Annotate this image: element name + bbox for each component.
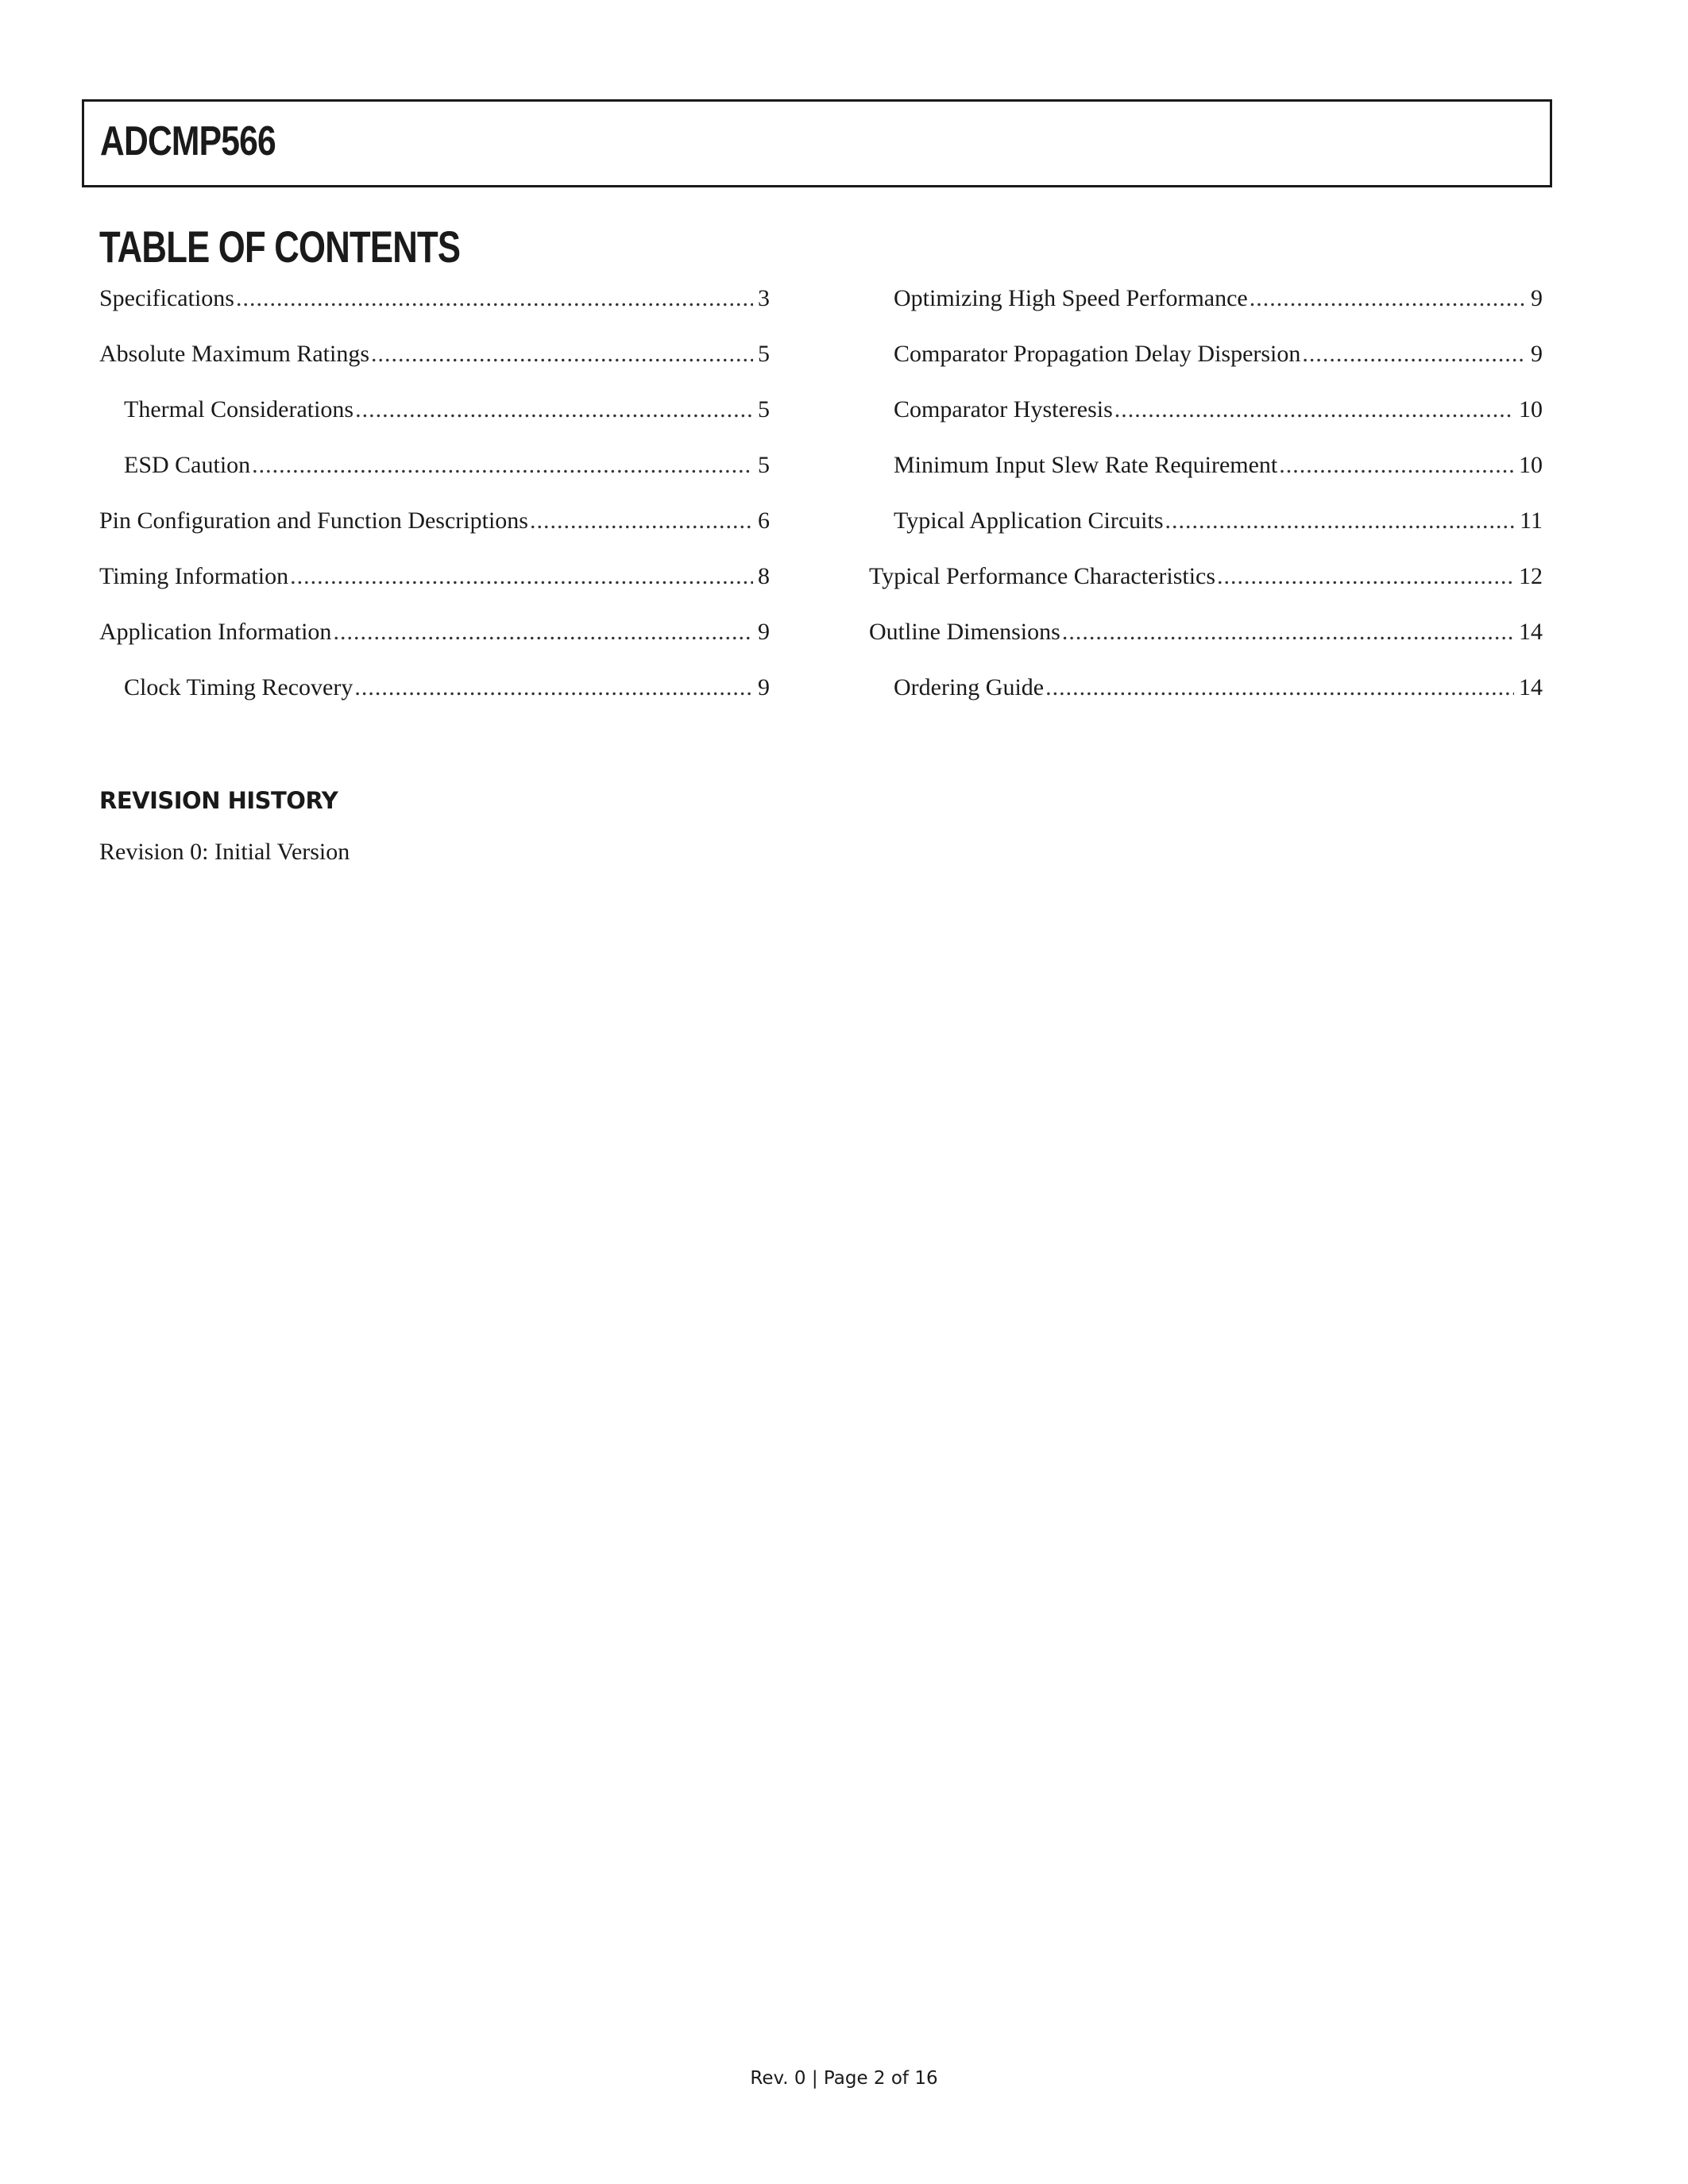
toc-left-column — [99, 283, 770, 727]
toc-dot-leader — [355, 394, 753, 426]
toc-entry-page: 5 — [758, 452, 770, 478]
toc-dot-leader — [1114, 394, 1514, 426]
page-footer: Rev. 0 | Page 2 of 16 — [750, 2068, 938, 2089]
toc-entry[interactable] — [869, 672, 1543, 727]
toc-entry-title: Comparator Hysteresis — [894, 396, 1113, 423]
revision-history-entry: Revision 0: Initial Version — [99, 839, 350, 865]
toc-entry[interactable] — [99, 672, 770, 727]
toc-dot-leader — [1045, 672, 1514, 704]
toc-dot-leader — [1165, 505, 1516, 537]
toc-entry-title: Minimum Input Slew Rate Requirement — [894, 452, 1278, 478]
toc-dot-leader — [1250, 283, 1526, 314]
toc-dot-leader — [1062, 616, 1514, 648]
toc-dot-leader — [1217, 561, 1514, 592]
toc-entry-page: 9 — [758, 619, 770, 645]
toc-entry-title: Application Information — [99, 619, 332, 645]
toc-entry[interactable] — [99, 394, 770, 450]
toc-entry-title: Optimizing High Speed Performance — [894, 285, 1248, 311]
toc-entry-page: 9 — [1531, 341, 1543, 367]
toc-entry-title: Clock Timing Recovery — [124, 674, 353, 700]
toc-entry-page: 14 — [1519, 674, 1543, 700]
toc-entry[interactable] — [869, 505, 1543, 561]
toc-entry[interactable] — [99, 338, 770, 394]
toc-entry-page: 9 — [758, 674, 770, 700]
toc-entry[interactable] — [99, 505, 770, 561]
toc-entry[interactable] — [869, 394, 1543, 450]
toc-entry[interactable] — [869, 561, 1543, 616]
toc-entry[interactable] — [869, 450, 1543, 505]
toc-entry-page: 12 — [1519, 563, 1543, 589]
toc-dot-leader — [333, 616, 753, 648]
toc-entry-title: Comparator Propagation Delay Dispersion — [894, 341, 1301, 367]
toc-entry-title: Typical Performance Characteristics — [869, 563, 1216, 589]
toc-entry[interactable] — [869, 283, 1543, 338]
toc-entry-title: Outline Dimensions — [869, 619, 1060, 645]
toc-entry-title: Thermal Considerations — [124, 396, 354, 423]
toc-entry-title: Ordering Guide — [894, 674, 1045, 700]
toc-dot-leader — [1279, 450, 1514, 481]
toc-entry-title: Typical Application Circuits — [894, 507, 1164, 534]
toc-dot-leader — [530, 505, 753, 537]
toc-dot-leader — [371, 338, 753, 370]
toc-heading: TABLE OF CONTENTS — [99, 222, 461, 272]
toc-entry[interactable] — [99, 283, 770, 338]
toc-entry-page: 11 — [1520, 507, 1543, 534]
toc-entry[interactable] — [869, 616, 1543, 672]
toc-entry-page: 6 — [758, 507, 770, 534]
toc-entry[interactable] — [869, 338, 1543, 394]
toc-entry[interactable] — [99, 450, 770, 505]
toc-entry-page: 10 — [1519, 396, 1543, 423]
toc-entry[interactable] — [99, 616, 770, 672]
toc-entry[interactable] — [99, 561, 770, 616]
toc-entry-page: 5 — [758, 341, 770, 367]
toc-entry-page: 10 — [1519, 452, 1543, 478]
toc-entry-page: 14 — [1519, 619, 1543, 645]
toc-entry-page: 3 — [758, 285, 770, 311]
toc-dot-leader — [1302, 338, 1526, 370]
header-box — [82, 99, 1552, 187]
toc-dot-leader — [290, 561, 753, 592]
toc-entry-title: Timing Information — [99, 563, 289, 589]
revision-history-heading: REVISION HISTORY — [99, 787, 338, 814]
toc-dot-leader — [236, 283, 753, 314]
toc-dot-leader — [354, 672, 753, 704]
toc-right-column — [869, 283, 1543, 727]
toc-entry-title: ESD Caution — [124, 452, 251, 478]
toc-entry-page: 5 — [758, 396, 770, 423]
toc-entry-page: 9 — [1531, 285, 1543, 311]
toc-dot-leader — [252, 450, 753, 481]
toc-entry-title: Pin Configuration and Function Descriptions — [99, 507, 528, 534]
toc-entry-title: Absolute Maximum Ratings — [99, 341, 369, 367]
part-number: ADCMP566 — [100, 118, 276, 164]
toc-entry-title: Specifications — [99, 285, 234, 311]
toc-entry-page: 8 — [758, 563, 770, 589]
